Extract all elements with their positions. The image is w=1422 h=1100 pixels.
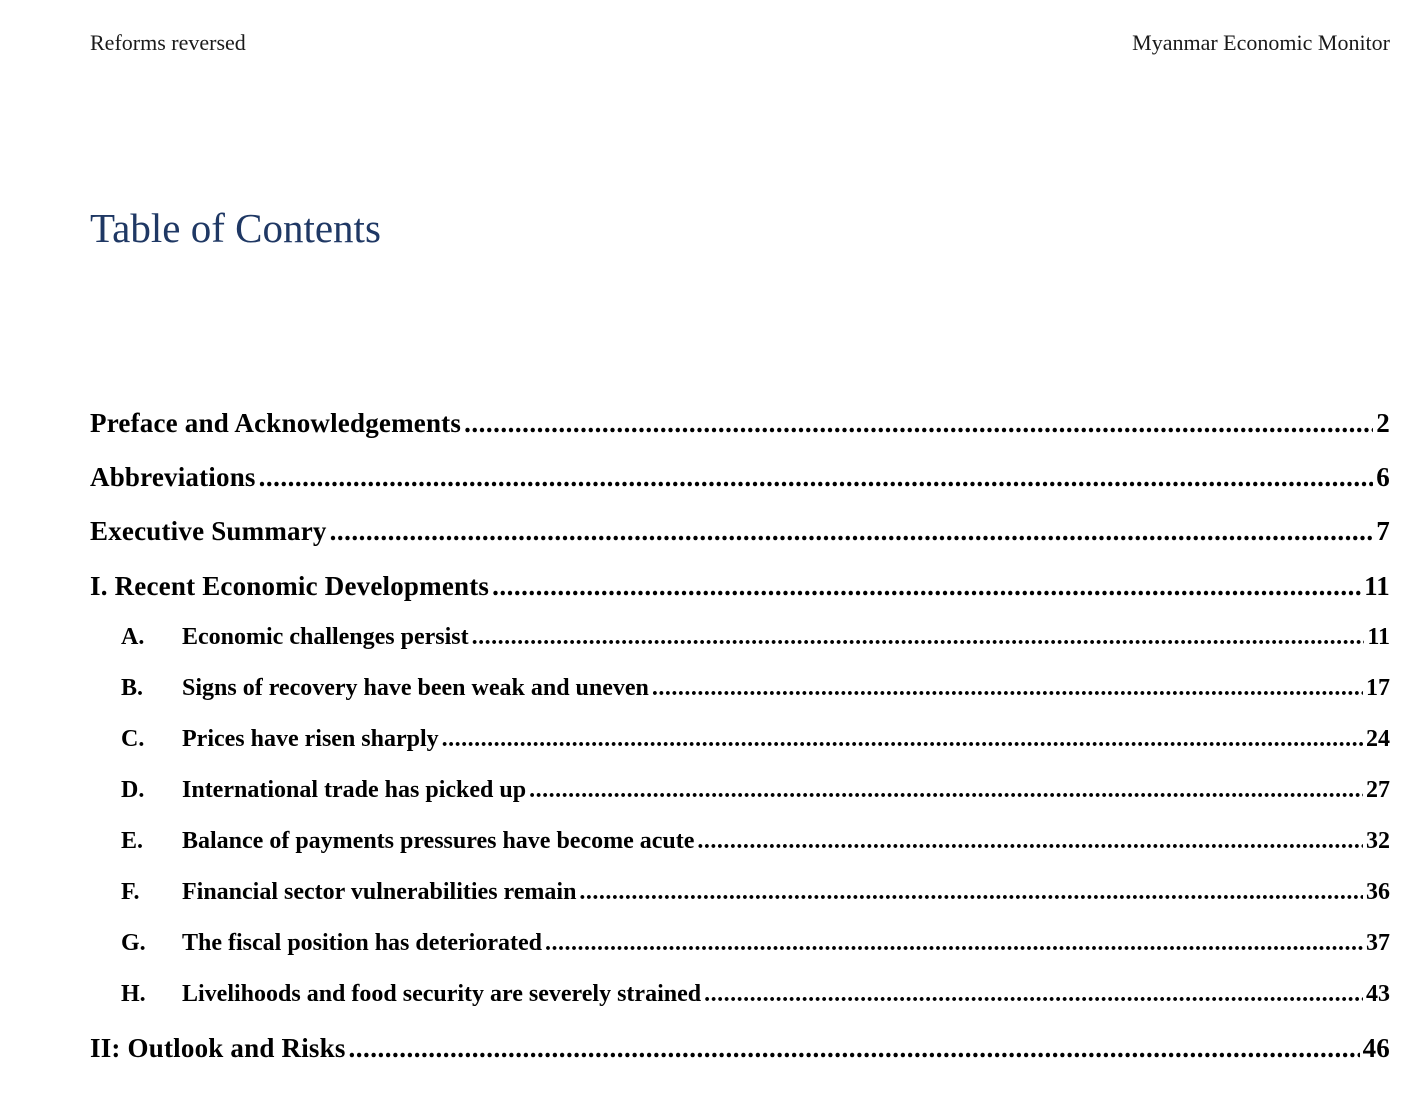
toc-leader-dots: [529, 777, 1363, 804]
toc-leader-dots: [545, 930, 1363, 957]
toc-page-number: 37: [1366, 930, 1390, 956]
toc-leader-dots: [259, 462, 1374, 493]
toc-leader-dots: [442, 726, 1363, 753]
toc-entry[interactable]: [90, 516, 1390, 547]
toc-entry-letter: E.: [121, 828, 144, 854]
page-title: Table of Contents: [90, 205, 381, 251]
toc-entry[interactable]: [90, 462, 1390, 493]
toc-entry-letter: F.: [121, 879, 140, 905]
toc-entry-letter: D.: [121, 777, 145, 803]
toc-entry-title: I. Recent Economic Developments: [90, 571, 490, 601]
toc-entry[interactable]: [90, 408, 1390, 439]
toc-entry[interactable]: [121, 879, 1390, 906]
toc-leader-dots: [697, 828, 1363, 855]
toc-entry[interactable]: [121, 777, 1390, 804]
toc-page-number: 32: [1366, 828, 1390, 854]
toc-entry-letter: G.: [121, 930, 146, 956]
toc-entry-title: International trade has picked up: [182, 777, 527, 803]
toc-entry-title: Abbreviations: [90, 462, 256, 492]
toc-entry[interactable]: [121, 624, 1390, 651]
toc-leader-dots: [704, 981, 1363, 1008]
toc-page-number: 24: [1366, 726, 1390, 752]
toc-page-number: 43: [1366, 981, 1390, 1007]
toc-entry-title: The fiscal position has deteriorated: [182, 930, 542, 956]
toc-entry[interactable]: [121, 675, 1390, 702]
toc-entry[interactable]: [121, 828, 1390, 855]
toc-entry[interactable]: [121, 981, 1390, 1008]
toc-leader-dots: [652, 675, 1363, 702]
toc-page-number: 6: [1376, 462, 1390, 492]
toc-entry-title: Preface and Acknowledgements: [90, 408, 462, 438]
toc-page-number: 11: [1364, 571, 1390, 601]
toc-entry-title: Signs of recovery have been weak and uneven: [182, 675, 649, 701]
toc-leader-dots: [464, 408, 1373, 439]
toc-page-number: 27: [1366, 777, 1390, 803]
toc-entry-letter: A.: [121, 624, 145, 650]
toc-leader-dots: [349, 1033, 1360, 1064]
toc-leader-dots: [579, 879, 1363, 906]
toc-entry[interactable]: [90, 571, 1390, 602]
toc-entry-letter: H.: [121, 981, 146, 1007]
toc-leader-dots: [330, 516, 1374, 547]
toc-entry-title: Financial sector vulnerabilities remain: [182, 879, 577, 905]
toc-page-number: 46: [1362, 1033, 1390, 1063]
toc-entry-title: II: Outlook and Risks: [90, 1033, 346, 1063]
toc-page-number: 11: [1367, 624, 1390, 650]
toc-leader-dots: [492, 571, 1361, 602]
toc-page-number: 7: [1376, 516, 1390, 546]
toc-page-number: 36: [1366, 879, 1390, 905]
toc-entry[interactable]: [121, 726, 1390, 753]
toc-entry[interactable]: [90, 1033, 1390, 1064]
running-header-right: Myanmar Economic Monitor: [1132, 30, 1390, 55]
toc-entry[interactable]: [121, 930, 1390, 957]
toc-entry-title: Economic challenges persist: [182, 624, 469, 650]
running-header-left: Reforms reversed: [90, 30, 246, 55]
toc-page-number: 2: [1376, 408, 1390, 438]
toc-leader-dots: [472, 624, 1365, 651]
toc-entry-title: Executive Summary: [90, 516, 327, 546]
toc-entry-letter: C.: [121, 726, 145, 752]
toc-entry-title: Prices have risen sharply: [182, 726, 439, 752]
toc-entry-letter: B.: [121, 675, 144, 701]
toc-page-number: 17: [1366, 675, 1390, 701]
toc-entry-title: Balance of payments pressures have become acute: [182, 828, 695, 854]
toc-list: [90, 0, 1390, 1100]
toc-entry-title: Livelihoods and food security are severely strained: [182, 981, 702, 1007]
